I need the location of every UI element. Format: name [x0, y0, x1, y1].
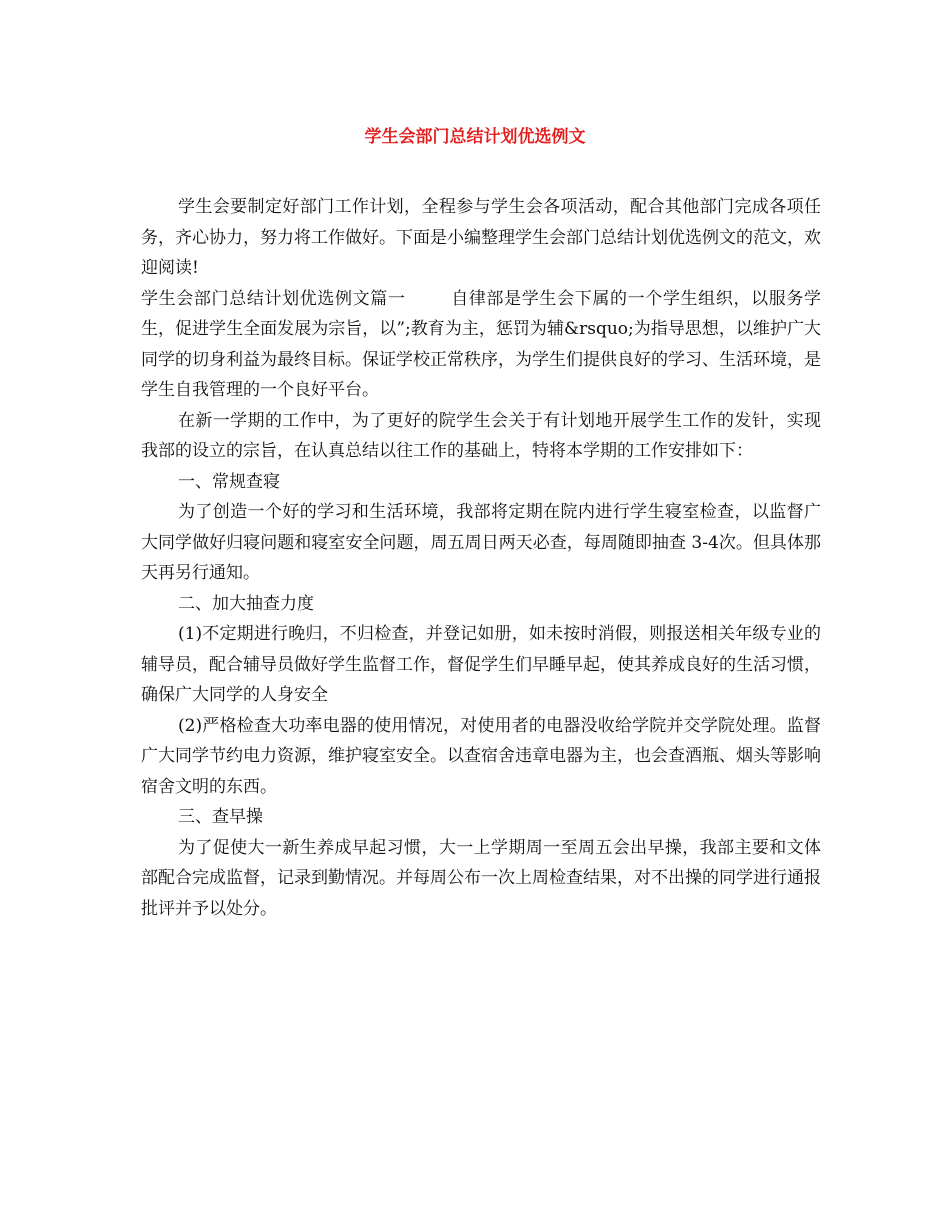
document-title: 学生会部门总结计划优选例文 — [364, 127, 586, 147]
document-body — [141, 192, 821, 924]
morning-exercise-paragraph: 为了促使大一新生养成早起习惯，大一上学期周一至周五会出早操，我部主要和文体部配合完成监督，记录到勤情况。并每周公布一次上周检查结果，对不出操的同学进行通报批评并予以处分。 — [141, 837, 821, 919]
heading-routine-check: 一、常规查寝 — [178, 471, 280, 492]
heading-morning-exercise: 三、查早操 — [178, 807, 263, 827]
section-heading: 学生会部门总结计划优选例文篇一 — [141, 288, 406, 309]
section-text: 自律部是学生会下属的一个学生组织，以服务学生，促进学生全面发展为宗旨，以”;教育为主，惩罚为辅&rsquo;为指导思想，以维护广大同学的切身利益为最终目标。保证学校正常秩序，为学生们提供良好的学习、生活环境，是学生自我管理的一个良好平台。 — [141, 288, 822, 400]
routine-check-paragraph: 为了创造一个好的学习和生活环境，我部将定期在院内进行学生寝室检查，以监督广大同学做好归寝问题和寝室安全问题，周五周日两天必查，每周随即抽查 3-4次。但具体那天再另行通知。 — [141, 502, 821, 583]
spot-check-item-2: (2)严格检查大功率电器的使用情况，对使用者的电器没收给学院并交学院处理。监督广大同学节约电力资源，维护寝室安全。以查宿舍违章电器为主，也会查酒瓶、烟头等影响宿舍文明的东西。 — [141, 715, 821, 797]
heading-spot-check: 二、加大抽查力度 — [178, 593, 314, 614]
spot-check-item-1: (1)不定期进行晚归，不归检查，并登记如册，如未按时消假，则报送相关年级专业的辅导员，配合辅导员做好学生监督工作，督促学生们早睡早起，使其养成良好的生活习惯，确保广大同学的人身安全 — [141, 624, 821, 705]
plan-intro-paragraph: 在新一学期的工作中，为了更好的院学生会关于有计划地开展学生工作的发针，实现我部的设立的宗旨，在认真总结以往工作的基础上，特将本学期的工作安排如下： — [141, 410, 821, 461]
intro-paragraph: 学生会要制定好部门工作计划，全程参与学生会各项活动，配合其他部门完成各项任务，齐心协力，努力将工作做好。下面是小编整理学生会部门总结计划优选例文的范文，欢迎阅读! — [141, 197, 821, 278]
section-paragraph — [141, 284, 821, 406]
